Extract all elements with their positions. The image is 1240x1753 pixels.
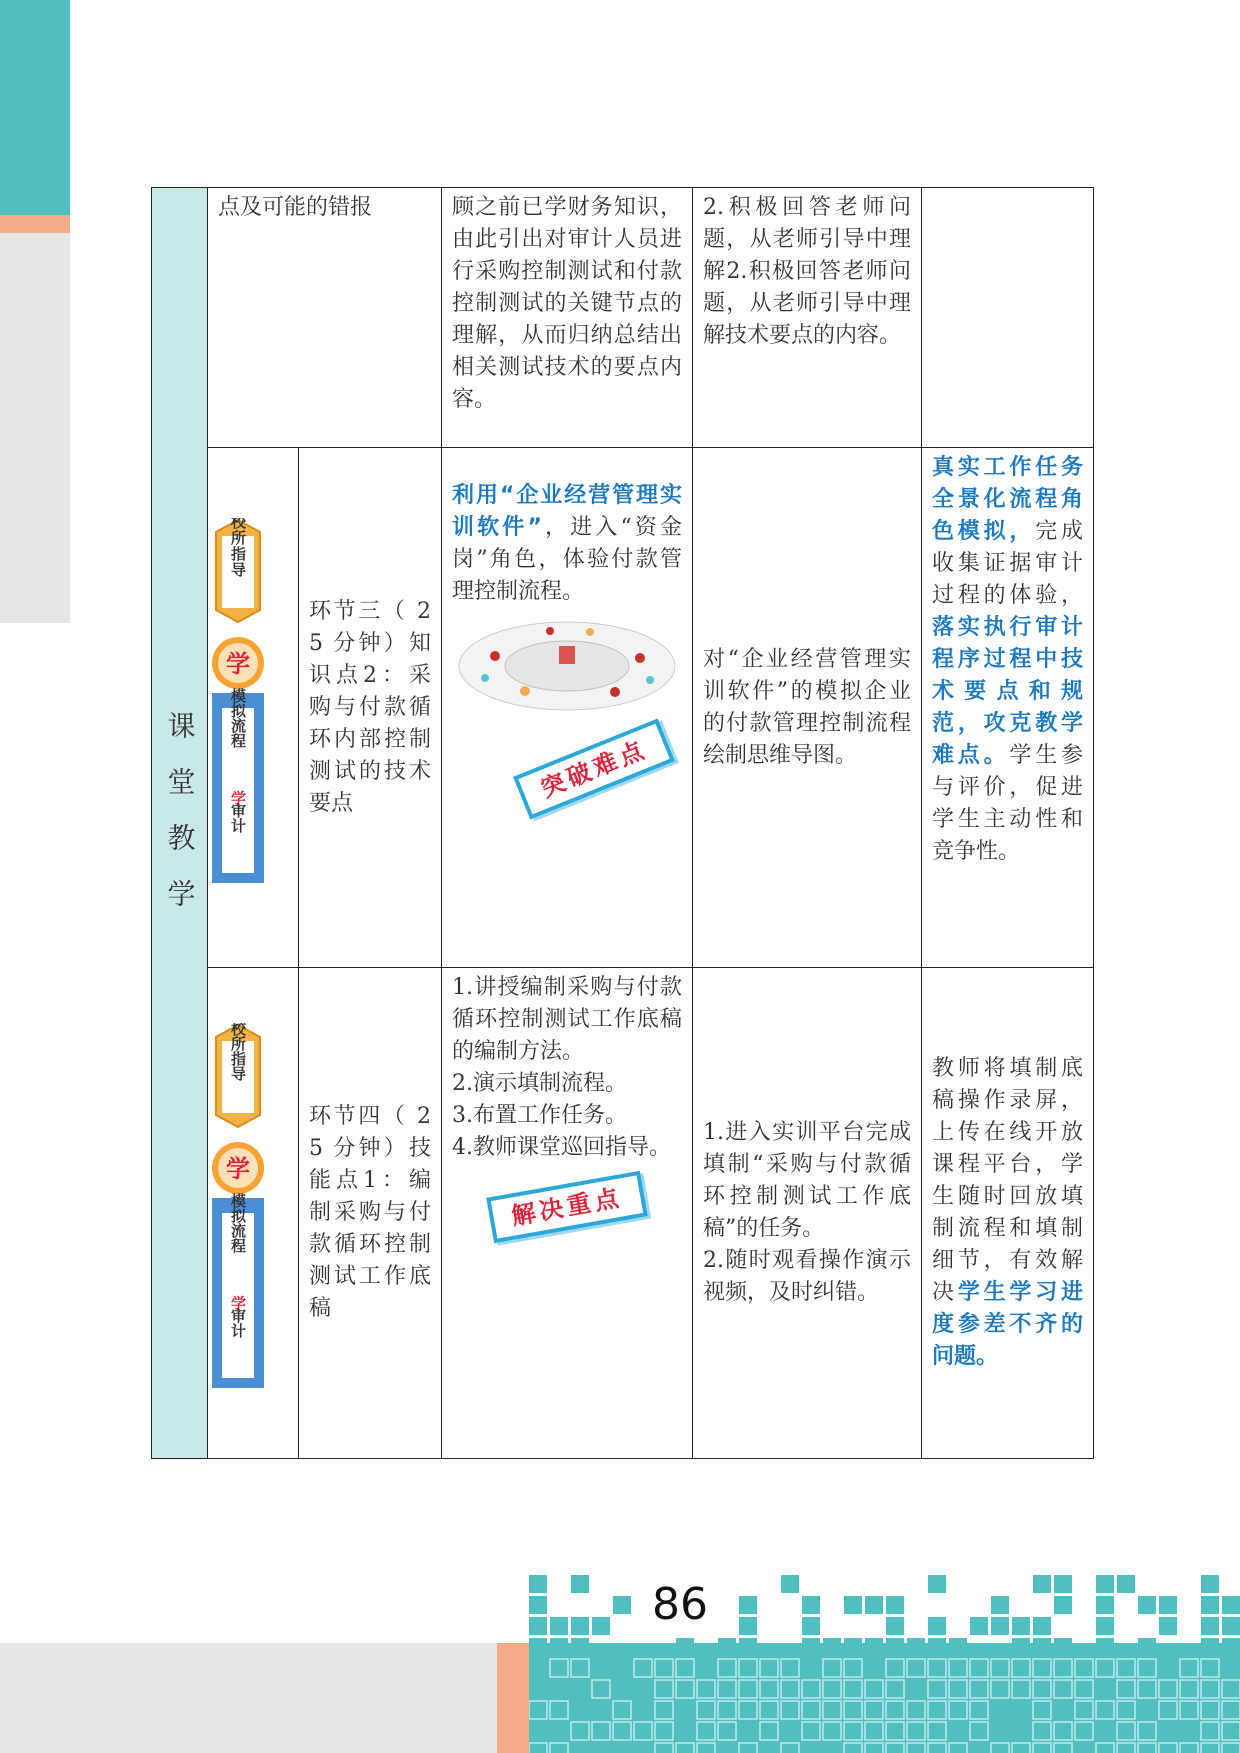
table-row xyxy=(152,448,1094,968)
design-highlight-text: 落实执行审计程序过程中技术要点和规范，攻克教学难点。 xyxy=(932,615,1084,768)
icon-label-bottom-c: 审计 xyxy=(229,802,247,833)
school-firm-guidance-badge-icon xyxy=(208,518,268,888)
icon-cell xyxy=(208,448,299,968)
student-activity-text: 1.进入实训平台完成填制“采购与付款循环控制测试工作底稿”的任务。 2.随时观看操作演示视频，及时纠错。 xyxy=(703,1120,912,1305)
footer-gray-band xyxy=(0,1643,497,1753)
stage-label-cell xyxy=(152,188,208,1459)
content-text: 点及可能的错报 xyxy=(218,195,373,220)
icon-label-bottom-a: 模拟流程 xyxy=(229,1193,247,1253)
page-number: 86 xyxy=(640,1575,720,1635)
icon-label-bottom-b: 学 xyxy=(229,790,247,805)
teacher-activity-cell xyxy=(442,968,693,1459)
design-intent-cell xyxy=(922,448,1094,968)
student-activity-cell xyxy=(693,968,922,1459)
student-activity-cell xyxy=(693,448,922,968)
teacher-activity-cell xyxy=(442,448,693,968)
design-highlight-text: 学生学习进度参差不齐的问题。 xyxy=(932,1280,1084,1369)
key-point-stamp: 解决重点 xyxy=(486,1171,648,1243)
teacher-highlight-text: 利用“企业经营管理实训软件” xyxy=(452,483,683,540)
footer-grid-pattern xyxy=(529,1575,1240,1753)
student-activity-text: 对“企业经营管理实训软件”的模拟企业的付款管理控制流程绘制思维导图。 xyxy=(703,646,912,768)
design-intent-cell xyxy=(922,968,1094,1459)
icon-label-top: 校所指导 xyxy=(229,1023,247,1081)
icon-label-bottom-b: 学 xyxy=(229,1295,247,1311)
link-cell xyxy=(299,448,442,968)
process-diagram-image xyxy=(455,616,680,716)
teacher-activity-cell xyxy=(442,188,693,448)
icon-label-mid: 学 xyxy=(226,649,250,678)
icon-label-mid: 学 xyxy=(226,1155,250,1183)
footer-salmon-band xyxy=(497,1643,529,1753)
teacher-activity-text: 顾之前已学财务知识，由此引出对审计人员进行采购控制测试和付款控制测试的关键节点的理解，从而归纳总结出相关测试技术的要点内容。 xyxy=(452,195,683,412)
icon-label-bottom-c: 审计 xyxy=(229,1308,247,1338)
icon-cell xyxy=(208,968,299,1459)
left-teal-band xyxy=(0,0,70,215)
left-gray-band xyxy=(0,233,70,623)
link-text: 环节三（ 25 分钟）知识点2：采购与付款循环内部控制测试的技术要点 xyxy=(309,598,432,816)
design-intent-text: 教师将填制底稿操作录屏，上传在线开放课程平台，学生随时回放填制流程和填制细节，有效解决 xyxy=(932,1056,1084,1305)
design-intent-cell xyxy=(922,188,1094,448)
link-text: 环节四（ 25 分钟）技能点1：编制采购与付款循环控制测试工作底稿 xyxy=(309,1104,432,1321)
teacher-activity-text: ，进入“资金岗”角色，体验付款管理控制流程。 xyxy=(452,515,683,604)
stage-label: 课堂教学 xyxy=(163,711,197,935)
school-firm-guidance-badge-icon xyxy=(208,1023,268,1393)
breakthrough-stamp: 突破难点 xyxy=(513,718,675,819)
icon-label-bottom-a: 模拟流程 xyxy=(229,687,247,748)
design-highlight-text: 真实工作任务全景化流程角色模拟， xyxy=(932,455,1084,544)
link-cell xyxy=(299,968,442,1459)
table-row xyxy=(152,188,1094,448)
teacher-activity-text: 1.讲授编制采购与付款循环控制测试工作底稿的编制方法。 2.演示填制流程。 3.布置工作任务。 4.教师课堂巡回指导。 xyxy=(452,975,683,1160)
student-activity-cell xyxy=(693,188,922,448)
student-activity-text: 2.积极回答老师问题，从老师引导中理解2.积极回答老师问题，从老师引导中理解技术要点的内容。 xyxy=(703,195,912,348)
table-row xyxy=(152,968,1094,1459)
design-intent-text: 学生参与评价，促进学生主动性和竞争性。 xyxy=(932,743,1084,864)
lesson-plan-table xyxy=(151,187,1094,1459)
left-salmon-band xyxy=(0,215,70,233)
icon-label-top: 校所指导 xyxy=(229,517,247,578)
design-intent-text: 完成收集证据审计过程的体验， xyxy=(932,519,1084,608)
content-cell xyxy=(208,188,442,448)
